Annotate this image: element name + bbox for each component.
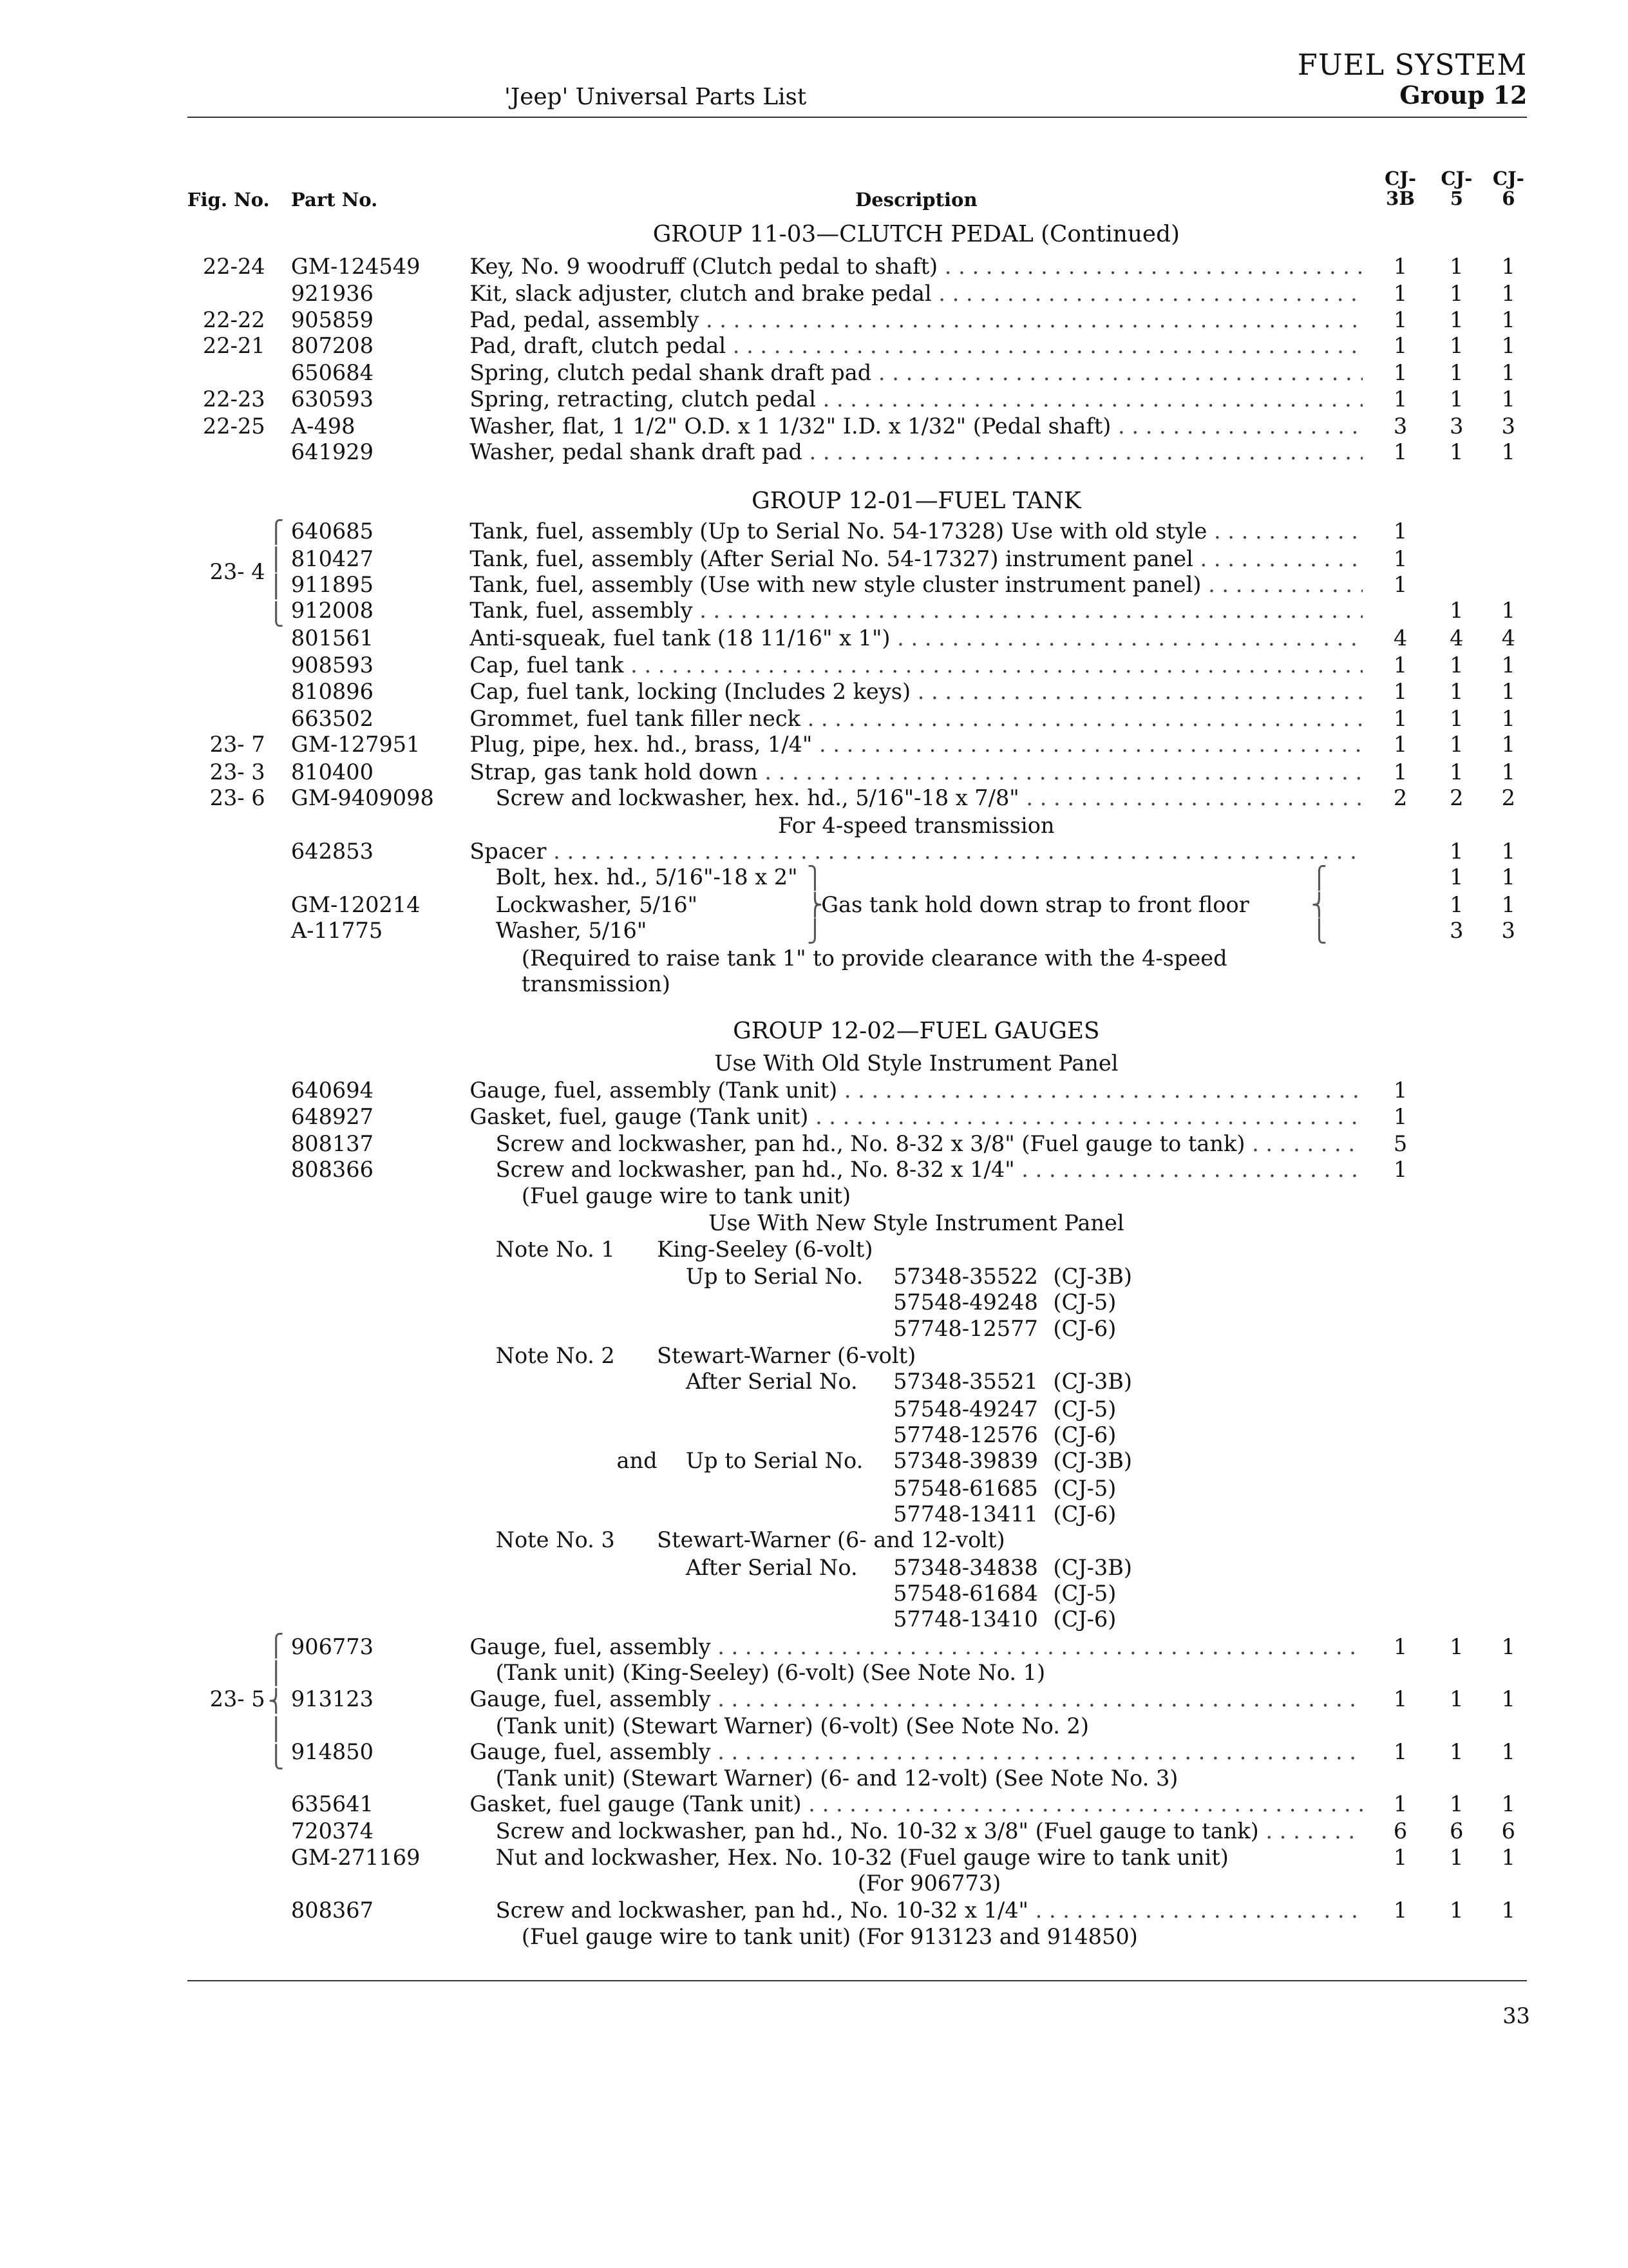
serial-model: (CJ-6) xyxy=(1053,1501,1117,1527)
description: Spacer . . . xyxy=(469,839,1363,864)
fig-no: 22-24 xyxy=(202,253,265,279)
table-row xyxy=(0,1131,1628,1157)
part-no: A-498 xyxy=(290,414,355,439)
qty-cj3b: 1 xyxy=(1393,332,1408,358)
fig-no: 23- 6 xyxy=(209,785,265,811)
group-label: Group 12 xyxy=(1399,81,1528,110)
fig-no: 23- 7 xyxy=(209,732,265,758)
description: Screw and lockwasher, hex. hd., 5/16"-18 x 7/8" . . . xyxy=(496,785,1363,811)
description: Gauge, fuel, assembly . . . xyxy=(469,1686,1363,1712)
table-row xyxy=(0,254,1628,280)
description: Nut and lockwasher, Hex. No. 10-32 (Fuel gauge wire to tank unit) xyxy=(495,1844,1229,1870)
table-row xyxy=(0,1898,1628,1923)
table-row xyxy=(0,732,1628,758)
description: Cap, fuel tank . . . xyxy=(469,653,1363,678)
part-no: 808367 xyxy=(290,1898,374,1923)
table-row xyxy=(0,360,1628,386)
description: Kit, slack adjuster, clutch and brake pedal . . . xyxy=(469,281,1363,307)
serial-number: 57348-35522 xyxy=(893,1264,1038,1290)
description: Cap, fuel tank, locking (Includes 2 keys) . . . xyxy=(469,679,1363,705)
qty-cj6: 1 xyxy=(1501,1898,1515,1923)
description-continuation: (Tank unit) (Stewart Warner) (6-volt) (See Note No. 2) xyxy=(495,1713,1089,1739)
footer-rule xyxy=(187,1980,1528,1981)
table-row xyxy=(0,625,1628,651)
part-no: 648927 xyxy=(290,1103,374,1129)
qty-cj3b: 1 xyxy=(1393,1103,1408,1129)
qty-cj3b: 1 xyxy=(1393,360,1408,386)
part-no: GM-127951 xyxy=(290,732,421,758)
qty-cj3b: 1 xyxy=(1393,653,1408,678)
description: Screw and lockwasher, pan hd., No. 8-32 x 3/8" (Fuel gauge to tank) . . . xyxy=(496,1131,1363,1157)
description-continuation: (Fuel gauge wire to tank unit) xyxy=(521,1183,851,1208)
qty-cj6: 1 xyxy=(1501,759,1515,785)
qty-cj5: 1 xyxy=(1450,653,1464,678)
description-continuation: (Tank unit) (Stewart Warner) (6- and 12-volt) (See Note No. 3) xyxy=(495,1765,1178,1791)
description: Gauge, fuel, assembly . . . xyxy=(469,1634,1363,1660)
bracket-note: Gas tank hold down strap to front floor xyxy=(821,891,1249,917)
serial-number: 57548-49248 xyxy=(893,1290,1038,1315)
qty-cj5: 1 xyxy=(1450,759,1464,785)
qty-cj5: 1 xyxy=(1450,678,1464,704)
qty-cj5: 3 xyxy=(1450,918,1464,944)
qty-cj3b: 1 xyxy=(1393,1157,1408,1183)
description: Tank, fuel, assembly (Up to Serial No. 54-17328) Use with old style . . . xyxy=(469,519,1363,544)
note-label: Note No. 2 xyxy=(495,1343,615,1369)
group-heading-fuel-gauges: GROUP 12-02—FUEL GAUGES xyxy=(733,1018,1100,1045)
qty-cj6: 1 xyxy=(1501,653,1515,678)
part-no: 810896 xyxy=(290,678,374,704)
qty-cj6: 1 xyxy=(1501,864,1515,890)
table-row xyxy=(0,1634,1628,1660)
qty-cj6: 1 xyxy=(1501,307,1515,332)
table-row xyxy=(0,706,1628,732)
qty-cj5: 1 xyxy=(1450,253,1464,279)
qty-cj6: 3 xyxy=(1501,414,1515,439)
part-no: 921936 xyxy=(290,281,374,307)
serial-number: 57748-12577 xyxy=(893,1315,1038,1341)
qty-cj5: 1 xyxy=(1450,1739,1464,1765)
description: Plug, pipe, hex. hd., brass, 1/4" . . . xyxy=(469,732,1363,758)
table-row xyxy=(0,281,1628,307)
table-row xyxy=(0,1157,1628,1183)
part-no: 663502 xyxy=(290,706,374,732)
qty-cj5: 1 xyxy=(1450,598,1464,624)
description: Tank, fuel, assembly . . . xyxy=(469,598,1363,624)
qty-cj3b: 2 xyxy=(1393,785,1408,811)
qty-cj5: 3 xyxy=(1450,414,1464,439)
qty-cj6: 1 xyxy=(1501,1634,1515,1659)
table-row xyxy=(0,414,1628,439)
table-row xyxy=(0,546,1628,572)
qty-cj3b: 1 xyxy=(1393,253,1408,279)
serial-number: 57748-13411 xyxy=(893,1501,1038,1527)
col-part-no: Part No. xyxy=(290,189,378,211)
qty-cj6: 3 xyxy=(1501,918,1515,944)
description: Gasket, fuel, gauge (Tank unit) . . . xyxy=(469,1104,1363,1130)
qty-cj3b: 5 xyxy=(1393,1131,1408,1157)
qty-cj3b: 1 xyxy=(1393,1686,1408,1711)
table-row xyxy=(0,572,1628,598)
description: Spring, retracting, clutch pedal . . . xyxy=(469,386,1363,412)
qty-cj6: 1 xyxy=(1501,706,1515,732)
qty-cj3b: 1 xyxy=(1393,439,1408,465)
fig-no: 22-25 xyxy=(202,414,265,439)
fig-no: 23- 4 xyxy=(209,559,265,585)
qty-cj3b: 1 xyxy=(1393,546,1408,571)
serial-model: (CJ-5) xyxy=(1053,1290,1117,1315)
qty-cj5: 1 xyxy=(1450,891,1464,917)
table-row xyxy=(0,598,1628,624)
part-no: 905859 xyxy=(290,307,374,332)
part-no: 720374 xyxy=(290,1818,374,1844)
qty-cj6: 1 xyxy=(1501,332,1515,358)
part-no: 807208 xyxy=(290,332,374,358)
qty-cj3b: 1 xyxy=(1393,759,1408,785)
serial-model: (CJ-3B) xyxy=(1053,1264,1133,1290)
table-row xyxy=(0,386,1628,412)
qty-cj6: 1 xyxy=(1501,439,1515,465)
qty-cj6: 1 xyxy=(1501,1791,1515,1816)
serial-model: (CJ-6) xyxy=(1053,1606,1117,1632)
qty-cj3b: 1 xyxy=(1393,706,1408,732)
table-row xyxy=(0,1818,1628,1844)
part-no: 914850 xyxy=(290,1739,374,1765)
serial-model: (CJ-3B) xyxy=(1053,1369,1133,1395)
qty-cj5: 1 xyxy=(1450,281,1464,307)
serial-number: 57348-34838 xyxy=(893,1554,1038,1580)
serial-model: (CJ-3B) xyxy=(1053,1554,1133,1580)
description: Pad, draft, clutch pedal . . . xyxy=(469,333,1363,359)
description: Washer, pedal shank draft pad . . . xyxy=(469,439,1363,465)
qty-cj3b: 1 xyxy=(1393,572,1408,598)
serial-number: 57348-39839 xyxy=(893,1448,1038,1474)
description: Tank, fuel, assembly (Use with new style cluster instrument panel) . . . xyxy=(469,572,1363,598)
new-panel-heading: Use With New Style Instrument Panel xyxy=(708,1210,1124,1236)
part-no: 908593 xyxy=(290,653,374,678)
bracket: ⎧ ⎪ ⎪ ⎩ xyxy=(268,519,285,627)
description: Key, No. 9 woodruff (Clutch pedal to shaft) . . . xyxy=(469,254,1363,280)
part-no: GM-271169 xyxy=(290,1844,421,1870)
description: Bolt, hex. hd., 5/16"-18 x 2" xyxy=(495,864,798,890)
fig-no: 23- 5 xyxy=(209,1686,265,1711)
table-row xyxy=(0,759,1628,785)
qty-cj3b: 1 xyxy=(1393,1078,1408,1103)
description-continuation: (For 906773) xyxy=(857,1870,1001,1896)
qty-cj5: 1 xyxy=(1450,1686,1464,1711)
part-no: 635641 xyxy=(290,1791,374,1816)
qty-cj6: 1 xyxy=(1501,360,1515,386)
serial-model: (CJ-6) xyxy=(1053,1315,1117,1341)
qty-cj3b: 1 xyxy=(1393,732,1408,758)
description: Washer, 5/16" xyxy=(495,918,647,944)
qty-cj5: 1 xyxy=(1450,1791,1464,1816)
description: Strap, gas tank hold down . . . xyxy=(469,759,1363,785)
table-row xyxy=(0,679,1628,705)
serial-lead: After Serial No. xyxy=(685,1554,858,1580)
qty-cj6: 1 xyxy=(1501,1844,1515,1870)
group-heading-clutch: GROUP 11-03—CLUTCH PEDAL (Continued) xyxy=(652,221,1180,248)
qty-cj6: 1 xyxy=(1501,732,1515,758)
part-no: 810427 xyxy=(290,546,374,571)
qty-cj6: 1 xyxy=(1501,253,1515,279)
four-speed-note: transmission) xyxy=(521,971,670,996)
serial-lead: Up to Serial No. xyxy=(685,1448,864,1474)
qty-cj3b: 4 xyxy=(1393,625,1408,651)
fig-no: 22-22 xyxy=(202,307,265,332)
group-heading-fuel-tank: GROUP 12-01—FUEL TANK xyxy=(752,488,1081,515)
col-cj5: CJ- 5 xyxy=(1441,167,1473,210)
qty-cj5: 1 xyxy=(1450,307,1464,332)
description: Screw and lockwasher, pan hd., No. 10-32 x 1/4" . . . xyxy=(496,1898,1363,1923)
table-row xyxy=(0,653,1628,678)
qty-cj6: 2 xyxy=(1501,785,1515,811)
part-no: 642853 xyxy=(290,839,374,864)
table-row xyxy=(0,1791,1628,1817)
qty-cj3b: 6 xyxy=(1393,1818,1408,1844)
col-fig-no: Fig. No. xyxy=(187,189,270,211)
serial-model: (CJ-5) xyxy=(1053,1581,1117,1606)
part-no: GM-120214 xyxy=(290,891,421,917)
description: Gauge, fuel, assembly . . . xyxy=(469,1739,1363,1765)
serial-lead: After Serial No. xyxy=(685,1369,858,1395)
serial-number: 57548-61684 xyxy=(893,1581,1038,1606)
qty-cj5: 1 xyxy=(1450,706,1464,732)
part-no: GM-9409098 xyxy=(290,785,434,811)
part-no: 808137 xyxy=(290,1131,374,1157)
qty-cj5: 1 xyxy=(1450,332,1464,358)
serial-model: (CJ-5) xyxy=(1053,1475,1117,1501)
col-cj3b: CJ- 3B xyxy=(1385,167,1417,210)
description-continuation: (Fuel gauge wire to tank unit) (For 913123 and 914850) xyxy=(521,1923,1138,1949)
four-speed-note: (Required to raise tank 1" to provide clearance with the 4-speed xyxy=(521,945,1227,971)
table-row xyxy=(0,519,1628,544)
description: Grommet, fuel tank filler neck . . . xyxy=(469,706,1363,732)
description: Gauge, fuel, assembly (Tank unit) . . . xyxy=(469,1078,1363,1103)
bracket: ⎧ ⎨ ⎩ xyxy=(1311,865,1328,944)
part-no: 801561 xyxy=(290,625,374,651)
table-row xyxy=(0,785,1628,811)
part-no: 906773 xyxy=(290,1634,374,1659)
section-title: FUEL SYSTEM xyxy=(1297,47,1528,82)
description: Lockwasher, 5/16" xyxy=(495,891,698,917)
part-no: 641929 xyxy=(290,439,374,465)
page-number: 33 xyxy=(1502,2003,1530,2028)
part-no: 810400 xyxy=(290,759,374,785)
serial-number: 57548-49247 xyxy=(893,1396,1038,1422)
serial-number: 57748-12576 xyxy=(893,1422,1038,1448)
part-no: 640685 xyxy=(290,519,374,544)
qty-cj6: 4 xyxy=(1501,625,1515,651)
note-label: Note No. 3 xyxy=(495,1527,615,1553)
qty-cj6: 1 xyxy=(1501,1739,1515,1765)
table-row xyxy=(0,1686,1628,1712)
table-row xyxy=(0,1078,1628,1103)
qty-cj6: 1 xyxy=(1501,891,1515,917)
description: Pad, pedal, assembly . . . xyxy=(469,307,1363,333)
note-text: King-Seeley (6-volt) xyxy=(657,1236,873,1262)
table-row xyxy=(0,1845,1628,1871)
qty-cj5: 1 xyxy=(1450,732,1464,758)
qty-cj5: 1 xyxy=(1450,386,1464,412)
col-cj6: CJ- 6 xyxy=(1492,167,1524,210)
header-rule xyxy=(187,117,1528,118)
table-row xyxy=(0,439,1628,465)
part-no: 650684 xyxy=(290,360,374,386)
table-row xyxy=(0,1104,1628,1130)
part-no: 911895 xyxy=(290,572,374,598)
serial-number: 57748-13410 xyxy=(893,1606,1038,1632)
description: Screw and lockwasher, pan hd., No. 10-32 x 3/8" (Fuel gauge to tank) . . . xyxy=(496,1818,1363,1844)
table-row xyxy=(0,333,1628,359)
qty-cj5: 4 xyxy=(1450,625,1464,651)
part-no: 630593 xyxy=(290,386,374,412)
description: Anti-squeak, fuel tank (18 11/16" x 1") . . . xyxy=(469,625,1363,651)
qty-cj5: 1 xyxy=(1450,1898,1464,1923)
fig-no: 23- 3 xyxy=(209,759,265,785)
serial-model: (CJ-5) xyxy=(1053,1396,1117,1422)
part-no: 640694 xyxy=(290,1078,374,1103)
qty-cj5: 1 xyxy=(1450,864,1464,890)
qty-cj6: 1 xyxy=(1501,386,1515,412)
bracket: ⎧ ⎪ ⎨ ⎪ ⎩ xyxy=(268,1632,285,1770)
qty-cj6: 1 xyxy=(1501,839,1515,864)
description: Tank, fuel, assembly (After Serial No. 54-17327) instrument panel . . . xyxy=(469,546,1363,572)
qty-cj6: 6 xyxy=(1501,1818,1515,1844)
fig-no: 22-23 xyxy=(202,386,265,412)
description: Gasket, fuel gauge (Tank unit) . . . xyxy=(469,1791,1363,1817)
qty-cj5: 1 xyxy=(1450,1634,1464,1659)
table-row xyxy=(0,1739,1628,1765)
qty-cj5: 2 xyxy=(1450,785,1464,811)
note-text: Stewart-Warner (6- and 12-volt) xyxy=(657,1527,1005,1553)
serial-number: 57348-35521 xyxy=(893,1369,1038,1395)
qty-cj3b: 3 xyxy=(1393,414,1408,439)
bracket: ⎫ ⎬ ⎭ xyxy=(806,865,823,944)
qty-cj3b: 1 xyxy=(1393,1739,1408,1765)
qty-cj3b: 1 xyxy=(1393,386,1408,412)
qty-cj3b: 1 xyxy=(1393,1634,1408,1659)
qty-cj3b: 1 xyxy=(1393,519,1408,544)
qty-cj5: 1 xyxy=(1450,1844,1464,1870)
qty-cj6: 1 xyxy=(1501,1686,1515,1711)
four-speed-heading: For 4-speed transmission xyxy=(778,812,1055,838)
fig-no: 22-21 xyxy=(202,332,265,358)
qty-cj3b: 1 xyxy=(1393,307,1408,332)
description: Screw and lockwasher, pan hd., No. 8-32 x 1/4" . . . xyxy=(496,1157,1363,1183)
description: Washer, flat, 1 1/2" O.D. x 1 1/32" I.D. x 1/32" (Pedal shaft) . . . xyxy=(469,414,1363,439)
part-no: 913123 xyxy=(290,1686,374,1711)
table-row xyxy=(0,839,1628,864)
qty-cj6: 1 xyxy=(1501,678,1515,704)
old-panel-heading: Use With Old Style Instrument Panel xyxy=(714,1050,1119,1076)
note-text: Stewart-Warner (6-volt) xyxy=(657,1343,916,1369)
qty-cj5: 1 xyxy=(1450,439,1464,465)
qty-cj3b: 1 xyxy=(1393,281,1408,307)
serial-model: (CJ-6) xyxy=(1053,1422,1117,1448)
qty-cj3b: 1 xyxy=(1393,1898,1408,1923)
col-description: Description xyxy=(855,189,978,211)
serial-lead: Up to Serial No. xyxy=(685,1264,864,1290)
note-label: Note No. 1 xyxy=(495,1236,615,1262)
qty-cj5: 1 xyxy=(1450,360,1464,386)
serial-model: (CJ-3B) xyxy=(1053,1448,1133,1474)
qty-cj6: 1 xyxy=(1501,281,1515,307)
serial-conjunction: and xyxy=(616,1448,658,1474)
qty-cj3b: 1 xyxy=(1393,1844,1408,1870)
part-no: GM-124549 xyxy=(290,253,421,279)
part-no: 808366 xyxy=(290,1157,374,1183)
qty-cj3b: 1 xyxy=(1393,678,1408,704)
description: Spring, clutch pedal shank draft pad . . . xyxy=(469,360,1363,386)
qty-cj6: 1 xyxy=(1501,598,1515,624)
qty-cj5: 6 xyxy=(1450,1818,1464,1844)
qty-cj3b: 1 xyxy=(1393,1791,1408,1816)
part-no: A-11775 xyxy=(290,918,383,944)
description-continuation: (Tank unit) (King-Seeley) (6-volt) (See Note No. 1) xyxy=(495,1660,1046,1686)
part-no: 912008 xyxy=(290,598,374,624)
table-row xyxy=(0,307,1628,333)
document-title: 'Jeep' Universal Parts List xyxy=(504,83,807,110)
qty-cj5: 1 xyxy=(1450,839,1464,864)
serial-number: 57548-61685 xyxy=(893,1475,1038,1501)
